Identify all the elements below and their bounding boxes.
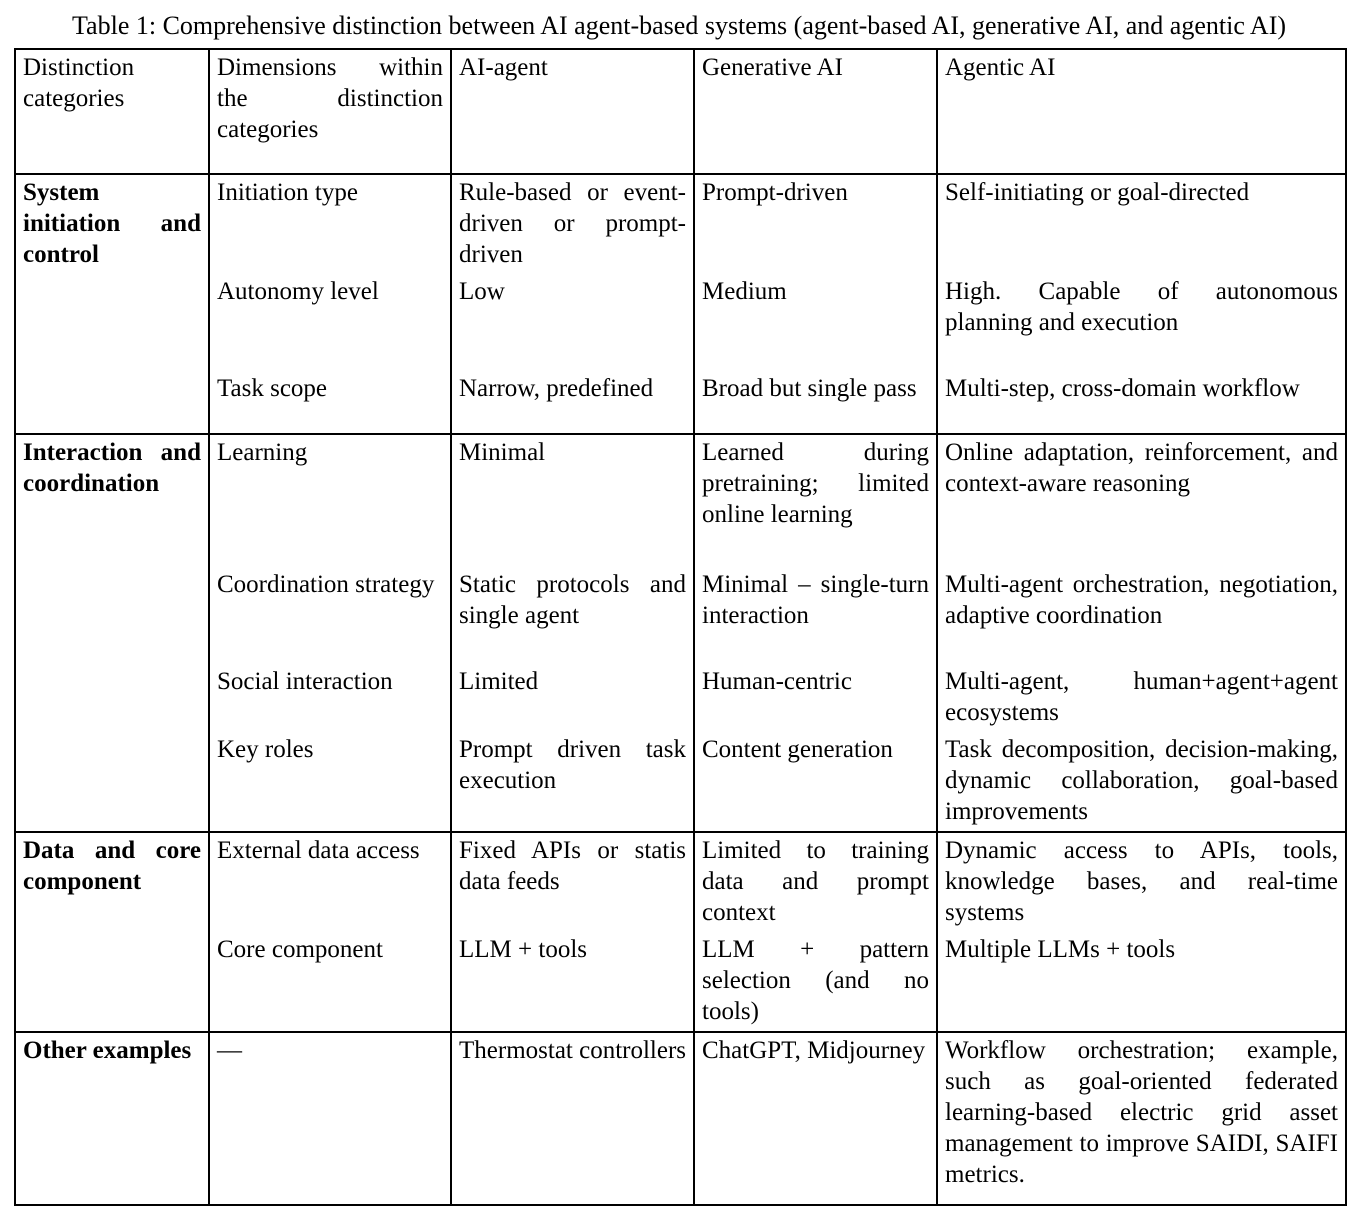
- table-row: [15, 567, 1346, 664]
- dimension-cell: Coordination strategy: [209, 567, 451, 664]
- generative-ai-cell: Human-centric: [694, 664, 937, 732]
- table-caption: Table 1: Comprehensive distinction between AI agent-based systems (agent-based AI, generative AI, and agentic AI): [71, 11, 1287, 40]
- dimension-cell: Task scope: [209, 371, 451, 434]
- table-row: [15, 371, 1346, 434]
- table-row: [15, 174, 1346, 274]
- dimension-cell: External data access: [209, 832, 451, 932]
- category-cell: System initiation and control: [15, 174, 209, 434]
- ai-agent-cell: Thermostat controllers: [451, 1032, 694, 1205]
- generative-ai-cell: Broad but single pass: [694, 371, 937, 434]
- agentic-ai-cell: Dynamic access to APIs, tools, knowledge bases, and real-time systems: [937, 832, 1346, 932]
- column-header-dimensions: Dimensions within the distinction categories: [209, 49, 451, 174]
- ai-agent-cell: Rule-based or event-driven or prompt-driven: [451, 174, 694, 274]
- dimension-cell: Key roles: [209, 732, 451, 832]
- generative-ai-cell: Content generation: [694, 732, 937, 832]
- dimension-cell: Core component: [209, 932, 451, 1032]
- table-row: [15, 434, 1346, 567]
- ai-agent-cell: Fixed APIs or statis data feeds: [451, 832, 694, 932]
- ai-agent-cell: Low: [451, 274, 694, 371]
- table-row: [15, 832, 1346, 932]
- agentic-ai-cell: Self-initiating or goal-directed: [937, 174, 1346, 274]
- agentic-ai-cell: Multi-agent, human+agent+agent ecosystems: [937, 664, 1346, 732]
- generative-ai-cell: Limited to training data and prompt context: [694, 832, 937, 932]
- table-row: [15, 732, 1346, 832]
- table-row: [15, 932, 1346, 1032]
- category-cell: Other examples: [15, 1032, 209, 1205]
- table-row: [15, 274, 1346, 371]
- dimension-cell: Learning: [209, 434, 451, 567]
- dimension-cell: Autonomy level: [209, 274, 451, 371]
- generative-ai-cell: LLM + pattern selection (and no tools): [694, 932, 937, 1032]
- ai-agent-cell: Prompt driven task execution: [451, 732, 694, 832]
- table-row: [15, 1032, 1346, 1205]
- generative-ai-cell: Medium: [694, 274, 937, 371]
- dimension-cell: Social interaction: [209, 664, 451, 732]
- dimension-cell: Initiation type: [209, 174, 451, 274]
- agentic-ai-cell: Multi-agent orchestration, negotiation, adaptive coordination: [937, 567, 1346, 664]
- table-container: [0, 41, 1358, 1206]
- comparison-table: [14, 48, 1347, 1206]
- table-row: [15, 664, 1346, 732]
- generative-ai-cell: Minimal – single-turn interaction: [694, 567, 937, 664]
- ai-agent-cell: Minimal: [451, 434, 694, 567]
- ai-agent-cell: Limited: [451, 664, 694, 732]
- agentic-ai-cell: Workflow orchestration; example, such as goal-oriented federated learning-based electric grid asset management to improve SAIDI, SAIFI metrics.: [937, 1032, 1346, 1205]
- agentic-ai-cell: High. Capable of autonomous planning and execution: [937, 274, 1346, 371]
- ai-agent-cell: LLM + tools: [451, 932, 694, 1032]
- agentic-ai-cell: Multiple LLMs + tools: [937, 932, 1346, 1032]
- header-row: [15, 49, 1346, 174]
- agentic-ai-cell: Task decomposition, decision-making, dynamic collaboration, goal-based improvements: [937, 732, 1346, 832]
- ai-agent-cell: Narrow, predefined: [451, 371, 694, 434]
- column-header-agentic-ai: Agentic AI: [937, 49, 1346, 174]
- category-cell: Interaction and coordination: [15, 434, 209, 832]
- agentic-ai-cell: Multi-step, cross-domain workflow: [937, 371, 1346, 434]
- caption-container: [0, 0, 1358, 41]
- generative-ai-cell: Prompt-driven: [694, 174, 937, 274]
- column-header-generative-ai: Generative AI: [694, 49, 937, 174]
- column-header-distinction-categories: Distinction categories: [15, 49, 209, 174]
- column-header-ai-agent: AI-agent: [451, 49, 694, 174]
- dimension-cell: —: [209, 1032, 451, 1205]
- category-cell: Data and core component: [15, 832, 209, 1032]
- generative-ai-cell: Learned during pretraining; limited online learning: [694, 434, 937, 567]
- ai-agent-cell: Static protocols and single agent: [451, 567, 694, 664]
- generative-ai-cell: ChatGPT, Midjourney: [694, 1032, 937, 1205]
- agentic-ai-cell: Online adaptation, reinforcement, and context-aware reasoning: [937, 434, 1346, 567]
